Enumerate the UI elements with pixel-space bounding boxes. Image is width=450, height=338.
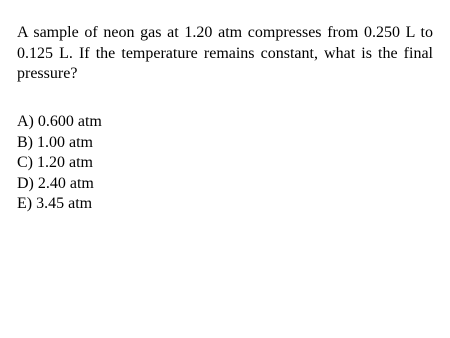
answer-option-c: C) 1.20 atm <box>17 154 93 171</box>
answer-options-list <box>17 112 102 215</box>
answer-option-a: A) 0.600 atm <box>17 113 102 130</box>
answer-option-d: D) 2.40 atm <box>17 174 94 192</box>
question-text: A sample of neon gas at 1.20 atm compresses from 0.250 L to 0.125 L. If the temperature remains constant, what is the final pressure? <box>17 24 433 82</box>
answer-option-e: E) 3.45 atm <box>17 195 93 212</box>
answer-option-b: B) 1.00 atm <box>17 133 93 151</box>
